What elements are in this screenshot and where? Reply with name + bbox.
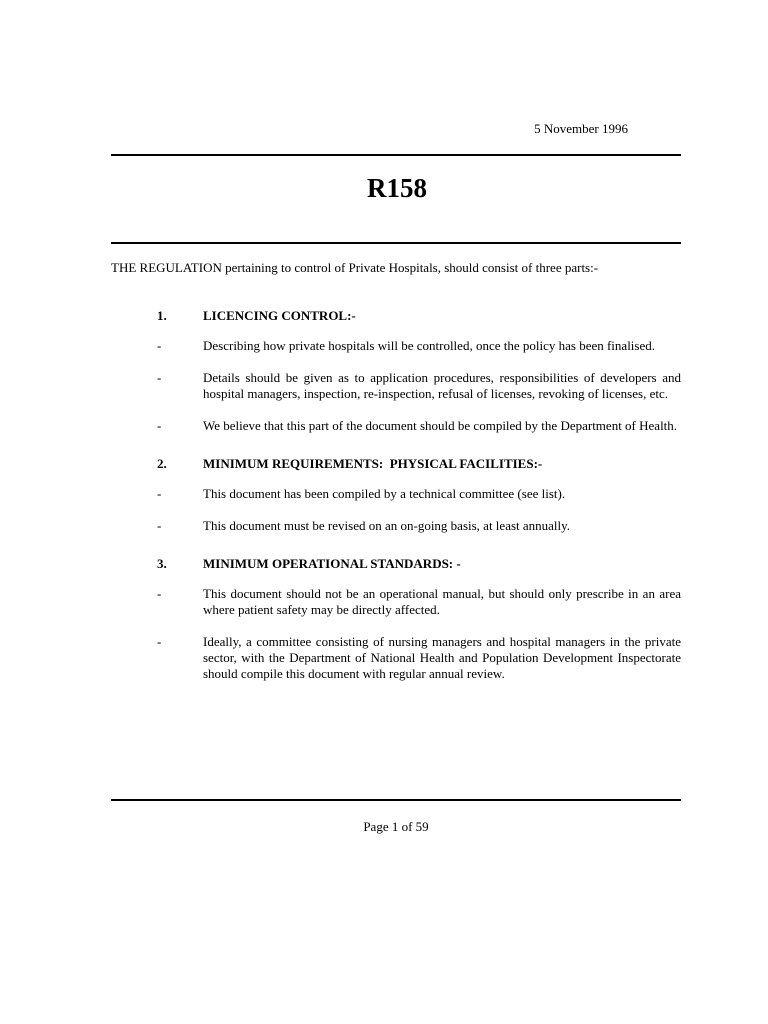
page-number: Page 1 of 59 [363, 819, 429, 834]
list-item [157, 338, 681, 354]
list-item-text: This document must be revised on an on-going basis, at least annually. [203, 518, 571, 533]
section-heading [157, 308, 681, 324]
section-title: MINIMUM REQUIREMENTS: PHYSICAL FACILITIES:- [203, 456, 543, 471]
top-rule [111, 154, 681, 156]
section-minimum-requirements [157, 456, 681, 534]
section-heading [157, 556, 681, 572]
document-date: 5 November 1996 [534, 121, 628, 136]
bullet-dash: - [157, 634, 162, 649]
list-item [157, 418, 681, 434]
bottom-rule [111, 799, 681, 801]
section-licencing-control [157, 308, 681, 434]
list-item-text: Ideally, a committee consisting of nursing managers and hospital managers in the private sector, with the Department of National Health and Population Development Inspectorate should compile this document with regular annual review. [203, 634, 681, 681]
list-item-text: Details should be given as to application procedures, responsibilities of developers and hospital managers, inspection, re-inspection, refusal of licenses, revoking of licenses, etc. [203, 370, 681, 401]
list-item [157, 370, 681, 402]
section-heading [157, 456, 681, 472]
list-item [157, 486, 681, 502]
intro-paragraph: THE REGULATION pertaining to control of Private Hospitals, should consist of three parts:- [111, 260, 599, 275]
list-item-text: Describing how private hospitals will be controlled, once the policy has been finalised. [203, 338, 655, 353]
list-item-text: We believe that this part of the document should be compiled by the Department of Health. [203, 418, 678, 433]
bullet-dash: - [157, 338, 162, 353]
title-rule [111, 242, 681, 244]
list-item [157, 586, 681, 618]
section-operational-standards [157, 556, 681, 682]
document-body [157, 308, 681, 704]
bullet-dash: - [157, 518, 162, 533]
document-title: R158 [367, 173, 427, 203]
bullet-dash: - [157, 370, 162, 385]
section-title: MINIMUM OPERATIONAL STANDARDS: - [203, 556, 461, 571]
list-item-text: This document should not be an operational manual, but should only prescribe in an area where patient safety may be directly affected. [203, 586, 681, 617]
bullet-dash: - [157, 586, 162, 601]
section-number: 3. [157, 556, 167, 571]
section-number: 1. [157, 308, 167, 323]
section-number: 2. [157, 456, 167, 471]
list-item [157, 518, 681, 534]
bullet-dash: - [157, 418, 162, 433]
list-item [157, 634, 681, 682]
bullet-dash: - [157, 486, 162, 501]
list-item-text: This document has been compiled by a technical committee (see list). [203, 486, 566, 501]
section-title: LICENCING CONTROL:- [203, 308, 356, 323]
